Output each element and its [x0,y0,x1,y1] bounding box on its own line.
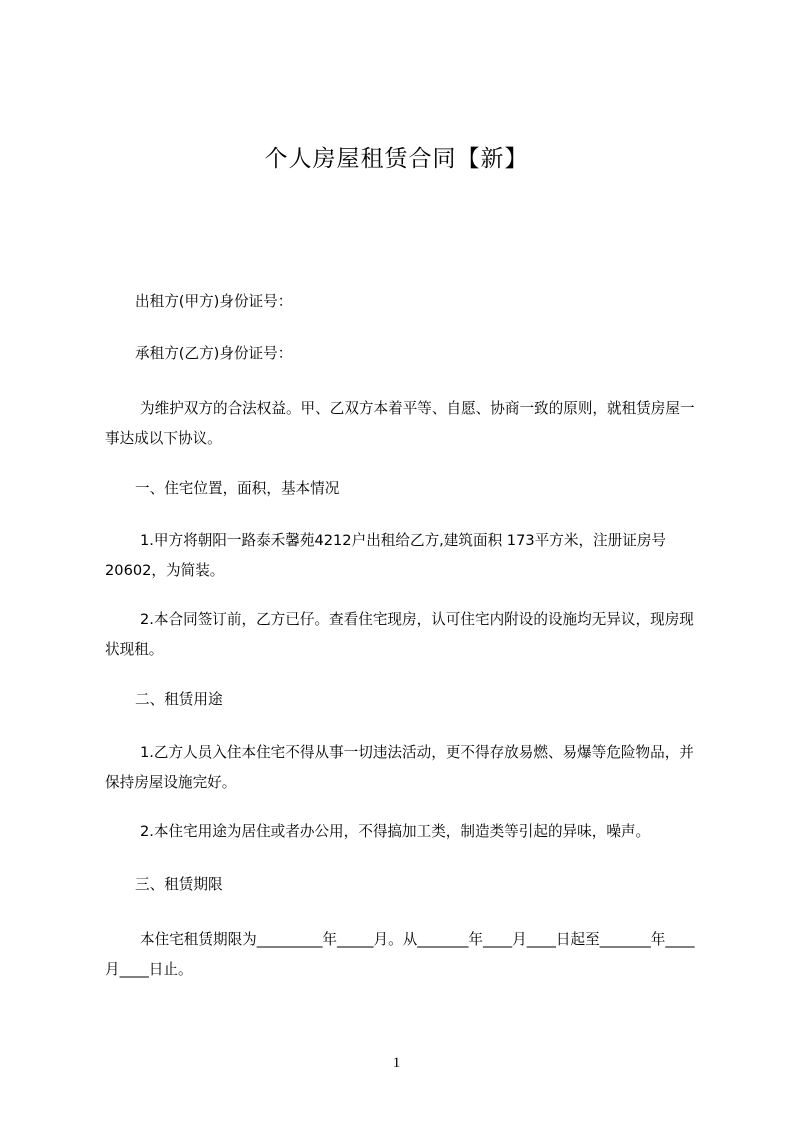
lessor-id-line: 出租方(甲方)身份证号： [135,293,293,310]
section-heading-usage: 二、租赁用途 [135,691,223,708]
document-title: 个人房屋租赁合同【新】 [264,146,529,172]
clause-3-term: 本住宅租赁期限为_________年_____月。从_______年____月____日起至_______年____月____日止。 [105,931,695,978]
section-heading-term: 三、租赁期限 [135,876,223,893]
clause-1-1: 1.甲方将朝阳一路泰禾馨苑4212户出租给乙方,建筑面积 173平方米，注册证房号20602，为简装。 [105,532,667,579]
page-number: 1 [392,1055,401,1071]
clause-2-1: 1.乙方人员入住本住宅不得从事一切违法活动，更不得存放易燃、易爆等危险物品，并保持房屋设施完好。 [105,744,694,791]
lessee-id-line: 承租方(乙方)身份证号： [135,345,293,362]
clause-2-2: 2.本住宅用途为居住或者办公用，不得搞加工类，制造类等引起的异味，噪声。 [140,823,651,840]
section-heading-location: 一、住宅位置，面积，基本情况 [135,480,340,497]
preamble-paragraph: 为维护双方的合法权益。甲、乙双方本着平等、自愿、协商一致的原则，就租赁房屋一事达成以下协议。 [105,400,695,447]
clause-1-2: 2.本合同签订前，乙方已仔。查看住宅现房，认可住宅内附设的设施均无异议，现房现状现租。 [105,611,694,658]
